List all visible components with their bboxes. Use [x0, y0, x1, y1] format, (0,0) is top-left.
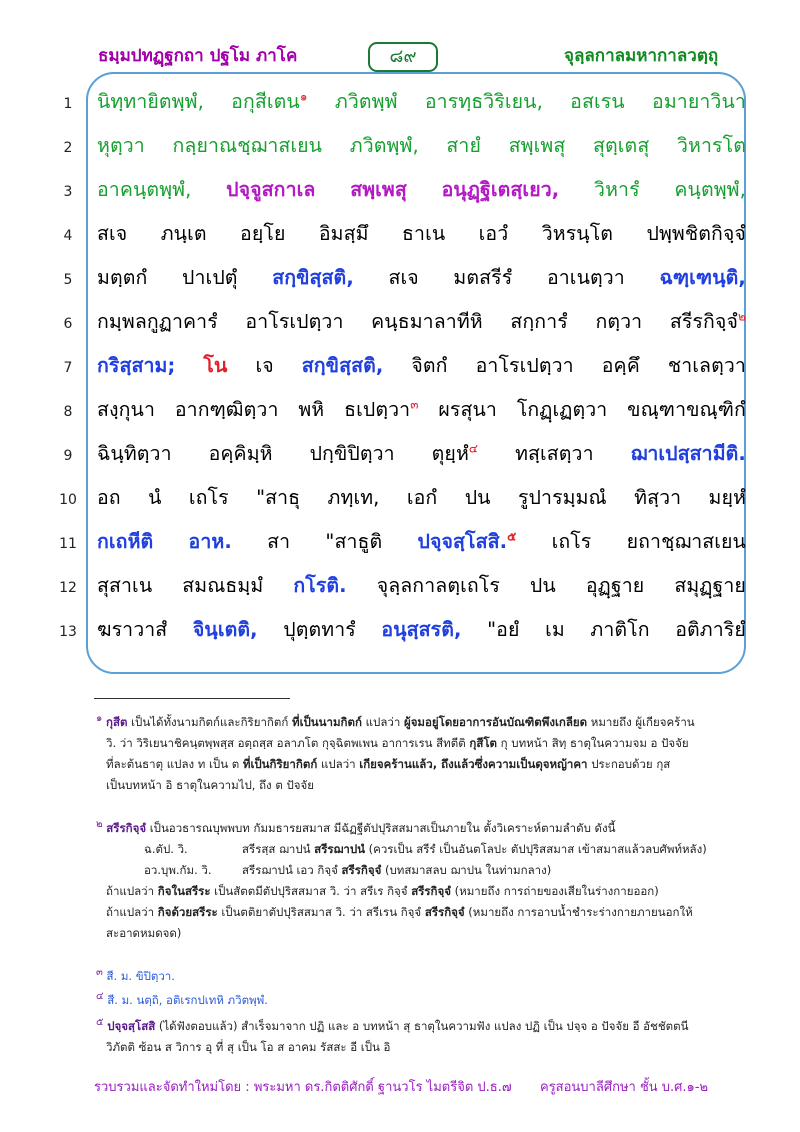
- line-text: [97, 174, 746, 205]
- word: ฉฑฺเฑนฺติ,: [659, 266, 746, 289]
- word: อาโรเปตฺวา: [475, 354, 574, 377]
- line-number: 12: [59, 580, 77, 596]
- word: อารทฺธวิริเยน,: [424, 90, 543, 113]
- line-text: [97, 130, 746, 161]
- line-text: [97, 570, 746, 601]
- word: หุตฺวา: [97, 134, 145, 157]
- word: สงฺกุนา: [97, 398, 156, 421]
- word: ผรสุนา: [438, 398, 497, 421]
- line-number: 5: [63, 272, 73, 288]
- word: สุตฺเตสุ: [593, 134, 650, 157]
- word: สเจ: [388, 266, 419, 289]
- word: ธาเน: [402, 222, 446, 245]
- line-text: [97, 614, 746, 645]
- word: สมณธมฺมํ: [182, 574, 264, 597]
- text-line: [0, 256, 800, 296]
- word: สกฺขิสฺสติ,: [301, 354, 384, 377]
- word: สายํ: [446, 134, 481, 157]
- footnote-mark: ๑: [299, 89, 308, 104]
- text-line: [0, 388, 800, 428]
- line-number: 11: [59, 536, 77, 552]
- footnote-mark: ๒: [737, 309, 746, 324]
- word: อยฺโย: [240, 222, 286, 245]
- word: เจ: [255, 354, 274, 377]
- word: อสเรน: [570, 90, 625, 113]
- word: เถโร: [188, 486, 229, 509]
- line-text: [97, 482, 746, 513]
- line-text: [97, 350, 746, 381]
- footnote-4: ๔ สี. ม. นตฺถิ, อติเรกปเทหิ ภวิตพฺพํ.: [96, 991, 268, 1007]
- footnote-1: ๑ กุสีต เป็นได้ทั้งนามกิตก์และกิริยากิตก์ ที่เป็นนามกิตก์ แปลว่า ผู้จมอยู่โดยอาการอันบัณฑิตพึงเกลียด หมายถึง ผู้เกียจคร้าน วิ. ว่า วิริเยนาชิคนฺตพฺพสฺส อตฺถสฺส อลาภโต กุจฺฉิตพเพน อาการเรน สีทตีติ กุสีโต กุ บทหน้า สิทฺ ธาตุในความจม อ ปัจจัย ที่ละต้นธาตุ แปลง ท เป็น ต ที่เป็นกิริยากิตก์ แปลว่า เกียจคร้านแล้ว, ถึงแล้วซึ่งความเป็นดุจหญ้าคา ประกอบด้วย กุส เป็นบทหน้า อิ ธาตุในความไป, ถึง ต ปัจจัย: [96, 713, 695, 792]
- footnote-mark: ๕: [507, 529, 517, 544]
- word: กเถหีติ: [97, 530, 154, 553]
- line-text: [97, 218, 746, 249]
- word: สกฺขิสฺสติ,: [272, 266, 354, 289]
- word: ทสฺเสตฺวา: [515, 442, 594, 465]
- text-line: [0, 124, 800, 164]
- text-line: [0, 564, 800, 604]
- word: อิมสฺมึ: [318, 222, 369, 245]
- text-line: [0, 608, 800, 648]
- line-text: [97, 86, 746, 117]
- word: สา: [267, 530, 291, 553]
- line-text: [97, 262, 746, 293]
- text-line: [0, 80, 800, 120]
- line-text: [97, 306, 746, 337]
- word: อาเนตฺวา: [546, 266, 625, 289]
- word: โน: [203, 354, 228, 377]
- word: กลฺยาณชฺฌาสเยน: [172, 134, 323, 157]
- word: มตฺตกํ: [97, 266, 148, 289]
- line-text: [97, 438, 746, 469]
- text-line: [0, 432, 800, 472]
- word: วิหารํ: [594, 178, 640, 201]
- word: ทิสฺวา: [634, 486, 682, 509]
- word: คนฺธมาลาทีหิ: [371, 310, 483, 333]
- line-number: 10: [59, 492, 77, 508]
- line-number: 13: [59, 624, 77, 640]
- word: ฉินฺทิตฺวา: [97, 442, 172, 465]
- footnote-5: ๕ ปจฺจสฺโสสิ (ได้ฟังตอบแล้ว) สำเร็จมาจาก ปฏิ และ อ บทหน้า สุ ธาตุในความฟัง แปลง ปฏิ เป็น ปจฺจ อ ปัจจัย อี อัชชัตตนี วิภัตติ ซ้อน ส วิการ อุ ที่ สุ เป็น โอ ส อาคม รัสสะ อี เป็น อิ: [96, 1017, 689, 1054]
- word: สพฺเพสุ: [350, 178, 407, 201]
- word: กริสฺสาม;: [97, 354, 176, 377]
- word: อติภาริยํ: [675, 618, 746, 641]
- word: อมายาวินา: [652, 90, 746, 113]
- word: "อยํ: [487, 618, 520, 641]
- word: ภทฺเท,: [327, 486, 380, 509]
- word: คนฺตพฺพํ,: [674, 178, 746, 201]
- word: อากฑฺฒิตฺวา: [174, 398, 279, 421]
- word: ปกฺขิปิตฺวา: [309, 442, 395, 465]
- word: ฆราวาสํ: [97, 618, 168, 641]
- text-line: [0, 344, 800, 384]
- word: เม: [545, 618, 565, 641]
- footnote-3: ๓ สี. ม. ขิปิตฺวา.: [96, 967, 175, 983]
- word: สพฺเพสุ: [508, 134, 566, 157]
- line-number: 1: [63, 96, 73, 112]
- word: อถ: [97, 486, 121, 509]
- page-footer: [0, 1076, 800, 1100]
- word: โกฏฺเฏตฺวา: [516, 398, 608, 421]
- line-number: 3: [63, 184, 73, 200]
- word: ภวิตพฺพํ,: [349, 134, 419, 157]
- page-number: ๘๙: [368, 42, 438, 72]
- word: จุลฺลกาลตฺเถโร: [376, 574, 500, 597]
- word: ฌาเปสฺสามีติ.: [630, 442, 746, 465]
- word: วิหรนฺโต: [541, 222, 614, 245]
- word: มตสรีรํ: [453, 266, 513, 289]
- text-line: [0, 476, 800, 516]
- text-line: [0, 168, 800, 208]
- word: วิหารโต: [677, 134, 746, 157]
- line-number: 7: [63, 360, 73, 376]
- line-number: 4: [63, 228, 73, 244]
- word: อนุสฺสรติ,: [381, 618, 462, 641]
- word: สรีรกิจฺจํ$^๒$: [669, 309, 746, 333]
- word: กมฺพลกูฏาคารํ: [97, 310, 218, 333]
- word: อนุฏฺฐิเตสฺเยว,: [441, 178, 560, 201]
- word: จินฺเตติ,: [192, 618, 258, 641]
- word: อกุสีเตน$^๑$: [231, 89, 308, 113]
- word: ธเปตฺวา$^๓$: [344, 397, 419, 421]
- text-line: [0, 212, 800, 252]
- word: กโรติ.: [293, 574, 347, 597]
- word: สกฺการํ: [510, 310, 568, 333]
- word: เอกํ: [406, 486, 438, 509]
- word: ปน: [529, 574, 556, 597]
- word: ปุตฺตทารํ: [283, 618, 356, 641]
- word: กตฺวา: [595, 310, 643, 333]
- word: พหิ: [298, 398, 325, 421]
- footnote-separator: [94, 698, 290, 699]
- word: จิตกํ: [411, 354, 448, 377]
- word: ปน: [464, 486, 491, 509]
- word: ภวิตพฺพํ: [334, 90, 398, 113]
- chapter-title: จุลฺลกาลมหากาลวตฺถุ: [564, 46, 719, 66]
- word: ขณฺฑาขณฺฑิกํ: [627, 398, 746, 421]
- footnote-mark: ๔: [468, 441, 479, 456]
- line-number: 2: [63, 140, 73, 156]
- word: อาห.: [188, 530, 232, 553]
- word: อาคนฺตพฺพํ,: [97, 178, 192, 201]
- word: เถโร: [551, 530, 592, 553]
- word: สเจ: [97, 222, 128, 245]
- word: ปาเปตุํ: [182, 266, 238, 289]
- word: อาโรเปตฺวา: [245, 310, 344, 333]
- footer-course: ครูสอนบาลีศึกษา ชั้น บ.ศ.๑-๒: [540, 1080, 709, 1095]
- word: ชาเลตฺวา: [667, 354, 746, 377]
- word: รูปารมฺมณํ: [517, 486, 607, 509]
- word: เอวํ: [478, 222, 509, 245]
- word: ตุยฺหํ$^๔$: [431, 441, 479, 465]
- word: อุฏฺฐาย: [585, 574, 645, 597]
- book-title: ธมฺมปทฏฺฐกถา ปฐโม ภาโค: [98, 46, 298, 66]
- word: ภาติโก: [590, 618, 650, 641]
- line-text: [97, 394, 746, 425]
- word: สุสาเน: [97, 574, 153, 597]
- word: สมุฏฺฐาย: [674, 574, 746, 597]
- line-number: 6: [63, 316, 73, 332]
- line-number: 9: [63, 448, 73, 464]
- footer-author: รวบรวมและจัดทำใหม่โดย : พระมหา ดร.กิตติศักดิ์ ฐานวโร ไมตรีจิต ป.ธ.๗: [94, 1080, 512, 1095]
- word: ปพฺพชิตกิจฺจํ: [646, 222, 746, 245]
- word: "สาธุ: [256, 486, 301, 509]
- word: ยถาชฺฌาสเยน: [626, 530, 746, 553]
- word: นํ: [148, 486, 162, 509]
- word: อคฺคิมฺหิ: [208, 442, 273, 465]
- line-number: 8: [63, 404, 73, 420]
- word: ภนฺเต: [160, 222, 207, 245]
- word: อคฺคึ: [601, 354, 640, 377]
- text-line: [0, 520, 800, 560]
- line-text: [97, 526, 746, 557]
- word: นิทฺทายิตพฺพํ,: [97, 90, 204, 113]
- footnote-2: ๒ สรีรกิจฺจํ เป็นอวธารณบุพพบท กัมมธารยสมาส มีฉัฏฐีตัปปุริสสมาสเป็นภายใน ตั้งวิเคราะห์ตามลำดับ ดังนี้ ฉ.ตัป. วิ. สรีรสฺส ฌาปนํ สรีรฌาปนํ (ควรเป็น สรีรํ เป็นอันตโลปะ ตัปปุริสสมาส เข้าสมาสแล้วลบศัพท์หลัง) อว.บุพ.กัม. วิ. สรีรฌาปนํ เอว กิจฺจํ สรีรกิจฺจํ (บทสมาสลบ ฌาปน ในท่ามกลาง) ถ้าแปลว่า กิจในสรีระ เป็นสัตตมีตัปปุริสสมาส วิ. ว่า สรีเร กิจฺจํ สรีรกิจฺจํ (หมายถึง การถ่ายของเสียในร่างกายออก) ถ้าแปลว่า กิจด้วยสรีระ เป็นตติยาตัปปุริสสมาส วิ. ว่า สรีเรน กิจฺจํ สรีรกิจฺจํ (หมายถึง การอาบน้ำชำระร่างกายภายนอกให้ สะอาดหมดจด): [96, 819, 707, 940]
- word: "สาธูติ: [325, 530, 383, 553]
- word: มยฺหํ: [708, 486, 746, 509]
- text-line: [0, 300, 800, 340]
- word: ปจฺจูสกาเล: [226, 178, 316, 201]
- word: ปจฺจสฺโสสิ.$^๕$: [417, 529, 517, 553]
- footnote-mark: ๓: [410, 397, 419, 412]
